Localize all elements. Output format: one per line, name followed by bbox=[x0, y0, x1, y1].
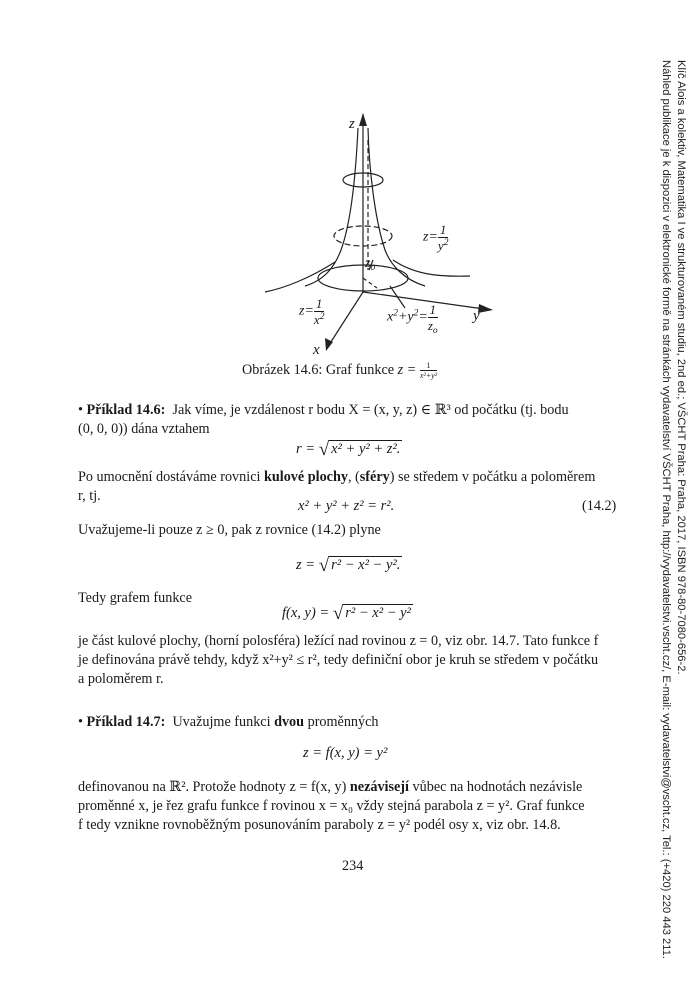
paragraph-hemisphere-line3: a poloměrem r. bbox=[78, 671, 164, 687]
label-z-1-over-x2: z= $\frac{1}{x^2}$ bbox=[299, 296, 325, 327]
sidebar-citation: Klíč Alois a kolektiv, Matematika I ve strukturovaném studiu, 2nd ed.; VŠCHT Praha: Praha, 2017, ISBN 978-80-7080-656-2. bbox=[675, 60, 687, 675]
z-axis-label: z bbox=[349, 116, 355, 132]
example-14-7-intro: • Příklad 14.7: Uvažujme funkci dvou proměnných bbox=[78, 714, 379, 730]
y-axis-arrow bbox=[478, 304, 493, 313]
equation-z-sqrt: z = √ r² − x² − y². bbox=[296, 555, 401, 576]
paragraph-sphere-line2: r, tj. bbox=[78, 488, 101, 504]
figure-caption: Obrázek 14.6: Graf funkce z = $\frac{1}{\text{x²+y²}}$ bbox=[242, 361, 438, 381]
paragraph-parabola-line2: proměnné x, je řez grafu funkce f rovinou x = x₀ vždy stejná parabola z = y². Graf funkce bbox=[78, 798, 585, 814]
paragraph-graph-function: Tedy grafem funkce bbox=[78, 590, 193, 606]
example-14-6-line1: • Příklad 14.6: Jak víme, je vzdálenost r bodu X = (x, y, z) ∈ ℝ³ od počátku (tj. bodu bbox=[78, 402, 569, 418]
sidebar-preview-note: Náhled publikace je k dispozici v elektronické formě na stránkách vydavatelství VŠCHT Praha, http://vydavatelstvi.vscht.cz/, E-mail: vydavatelstvi@vscht.cz, Tel.: (+420) 220 443 211. bbox=[660, 60, 673, 959]
paragraph-parabola-line3: f tedy vznikne rovnoběžným posunováním paraboly z = y² podél osy x, viz obr. 14.8. bbox=[78, 817, 561, 833]
figure-14-6 bbox=[255, 110, 505, 360]
label-z0: $z_o$ bbox=[365, 256, 376, 273]
curve-z-1-over-x2 bbox=[265, 262, 335, 292]
funnel-graph-drawing bbox=[255, 110, 505, 360]
example-14-6-line2: (0, 0, 0)) dána vztahem bbox=[78, 421, 210, 437]
page-number: 234 bbox=[342, 858, 364, 874]
paragraph-sphere-line1: Po umocnění dostáváme rovnici kulové plochy, (sféry) se středem v počátku a poloměrem bbox=[78, 469, 596, 485]
equation-14-2: x² + y² + z² = r². bbox=[298, 498, 395, 514]
label-z-1-over-y2: z= $\frac{1}{y^2}$ bbox=[423, 222, 449, 253]
example-14-7-heading: Příklad 14.7: bbox=[86, 714, 166, 730]
label-circle-equation: $x^2+y^2=$ $\frac{1}{z_o}$ bbox=[387, 302, 438, 336]
z-axis-arrow bbox=[359, 113, 367, 126]
paragraph-parabola-line1: definovanou na ℝ². Protože hodnoty z = f(x, y) nezávisejí vůbec na hodnotách nezávisle bbox=[78, 779, 583, 795]
x-axis-label: x bbox=[313, 342, 320, 358]
equation-r: r = √ x² + y² + z². bbox=[296, 439, 401, 460]
equation-f-sqrt: f(x, y) = √ r² − x² − y² bbox=[282, 603, 411, 624]
y-axis-label: y bbox=[473, 308, 480, 324]
sidebar-notice bbox=[656, 60, 688, 959]
paragraph-hemisphere-line2: je definována právě tehdy, když x²+y² ≤ r², tedy definiční obor je kruh se středem v počátku bbox=[78, 652, 599, 668]
funnel-left-side bbox=[305, 128, 358, 286]
x-axis-line bbox=[327, 292, 363, 348]
equation-number-14-2: (14.2) bbox=[582, 498, 617, 514]
equation-z-y2: z = f(x, y) = y² bbox=[303, 745, 388, 761]
example-14-6-heading: Příklad 14.6: bbox=[86, 402, 166, 418]
paragraph-hemisphere-line1: je část kulové plochy, (horní polosféra) ležící nad rovinou z = 0, viz obr. 14.7. Tato funkce f bbox=[78, 633, 599, 649]
paragraph-z-nonneg: Uvažujeme-li pouze z ≥ 0, pak z rovnice (14.2) plyne bbox=[78, 522, 381, 538]
curve-z-1-over-y2 bbox=[393, 260, 470, 276]
